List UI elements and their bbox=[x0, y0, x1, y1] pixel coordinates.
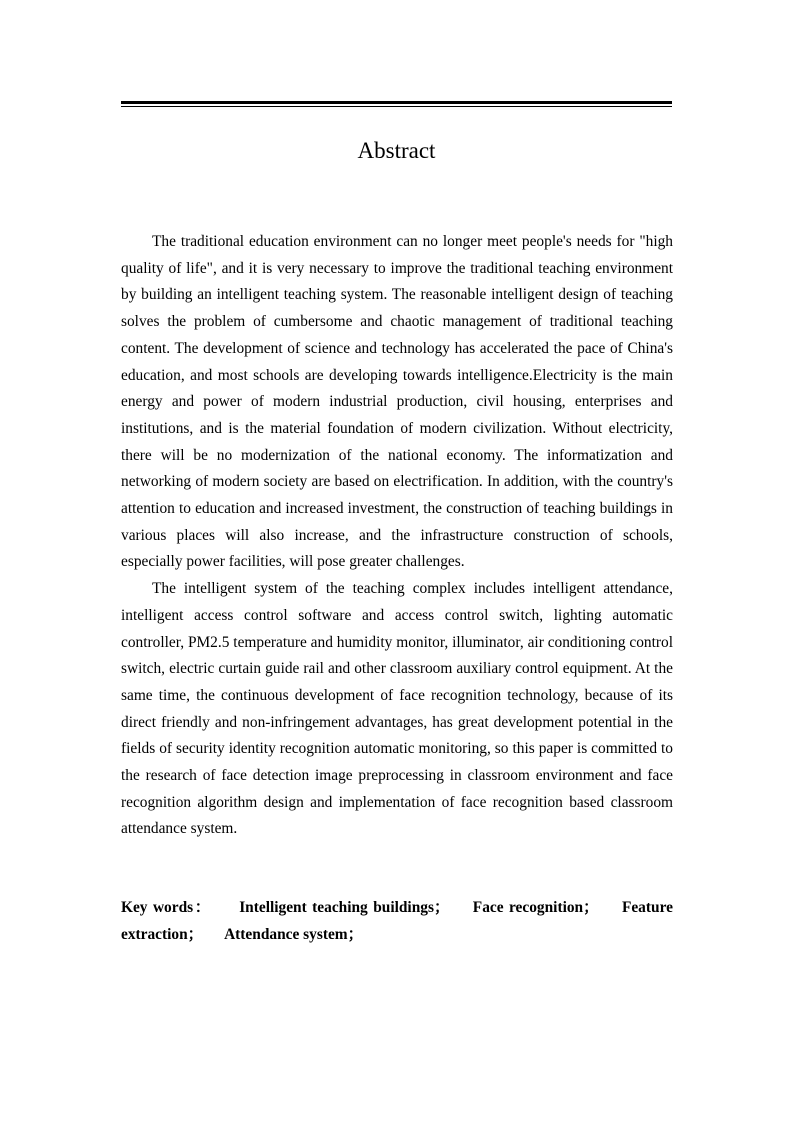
keyword-item: Attendance system； bbox=[224, 926, 363, 943]
keywords-label: Key words： bbox=[121, 899, 212, 916]
keyword-item: Intelligent teaching buildings； bbox=[239, 899, 450, 916]
keywords bbox=[121, 894, 673, 948]
keyword-item: Feature extraction； bbox=[121, 899, 673, 943]
header-rule-thick bbox=[121, 101, 672, 104]
abstract-body bbox=[121, 229, 673, 843]
header-rule bbox=[121, 101, 672, 107]
abstract-paragraph-1: The traditional education environment can no longer meet people's needs for "high quality of life", and it is very necessary to improve the traditional teaching environment by building an intelligent teaching system. The reasonable intelligent design of teaching solves the problem of cumbersome and chaotic management of traditional teaching content. The development of science and technology has accelerated the pace of China's education, and most schools are developing towards intelligence.Electricity is the main energy and power of modern industrial production, civil housing, enterprises and institutions, and is the material foundation of modern civilization. Without electricity, there will be no modernization of the national economy. The informatization and networking of modern society are based on electrification. In addition, with the country's attention to education and increased investment, the construction of teaching buildings in various places will also increase, and the infrastructure construction of schools, especially power facilities, will pose greater challenges. bbox=[121, 233, 673, 571]
page-title: Abstract bbox=[357, 138, 436, 163]
keyword-item: Face recognition； bbox=[472, 899, 599, 916]
header-rule-thin bbox=[121, 106, 672, 107]
abstract-paragraph-2: The intelligent system of the teaching complex includes intelligent attendance, intelligent access control software and access control switch, lighting automatic controller, PM2.5 temperature and humidity monitor, illuminator, air conditioning control switch, electric curtain guide rail and other classroom auxiliary control equipment. At the same time, the continuous development of face recognition technology, because of its direct friendly and non-infringement advantages, has great development potential in the fields of security identity recognition automatic monitoring, so this paper is committed to the research of face detection image preprocessing in classroom environment and face recognition algorithm design and implementation of face recognition based classroom attendance system. bbox=[121, 580, 673, 838]
